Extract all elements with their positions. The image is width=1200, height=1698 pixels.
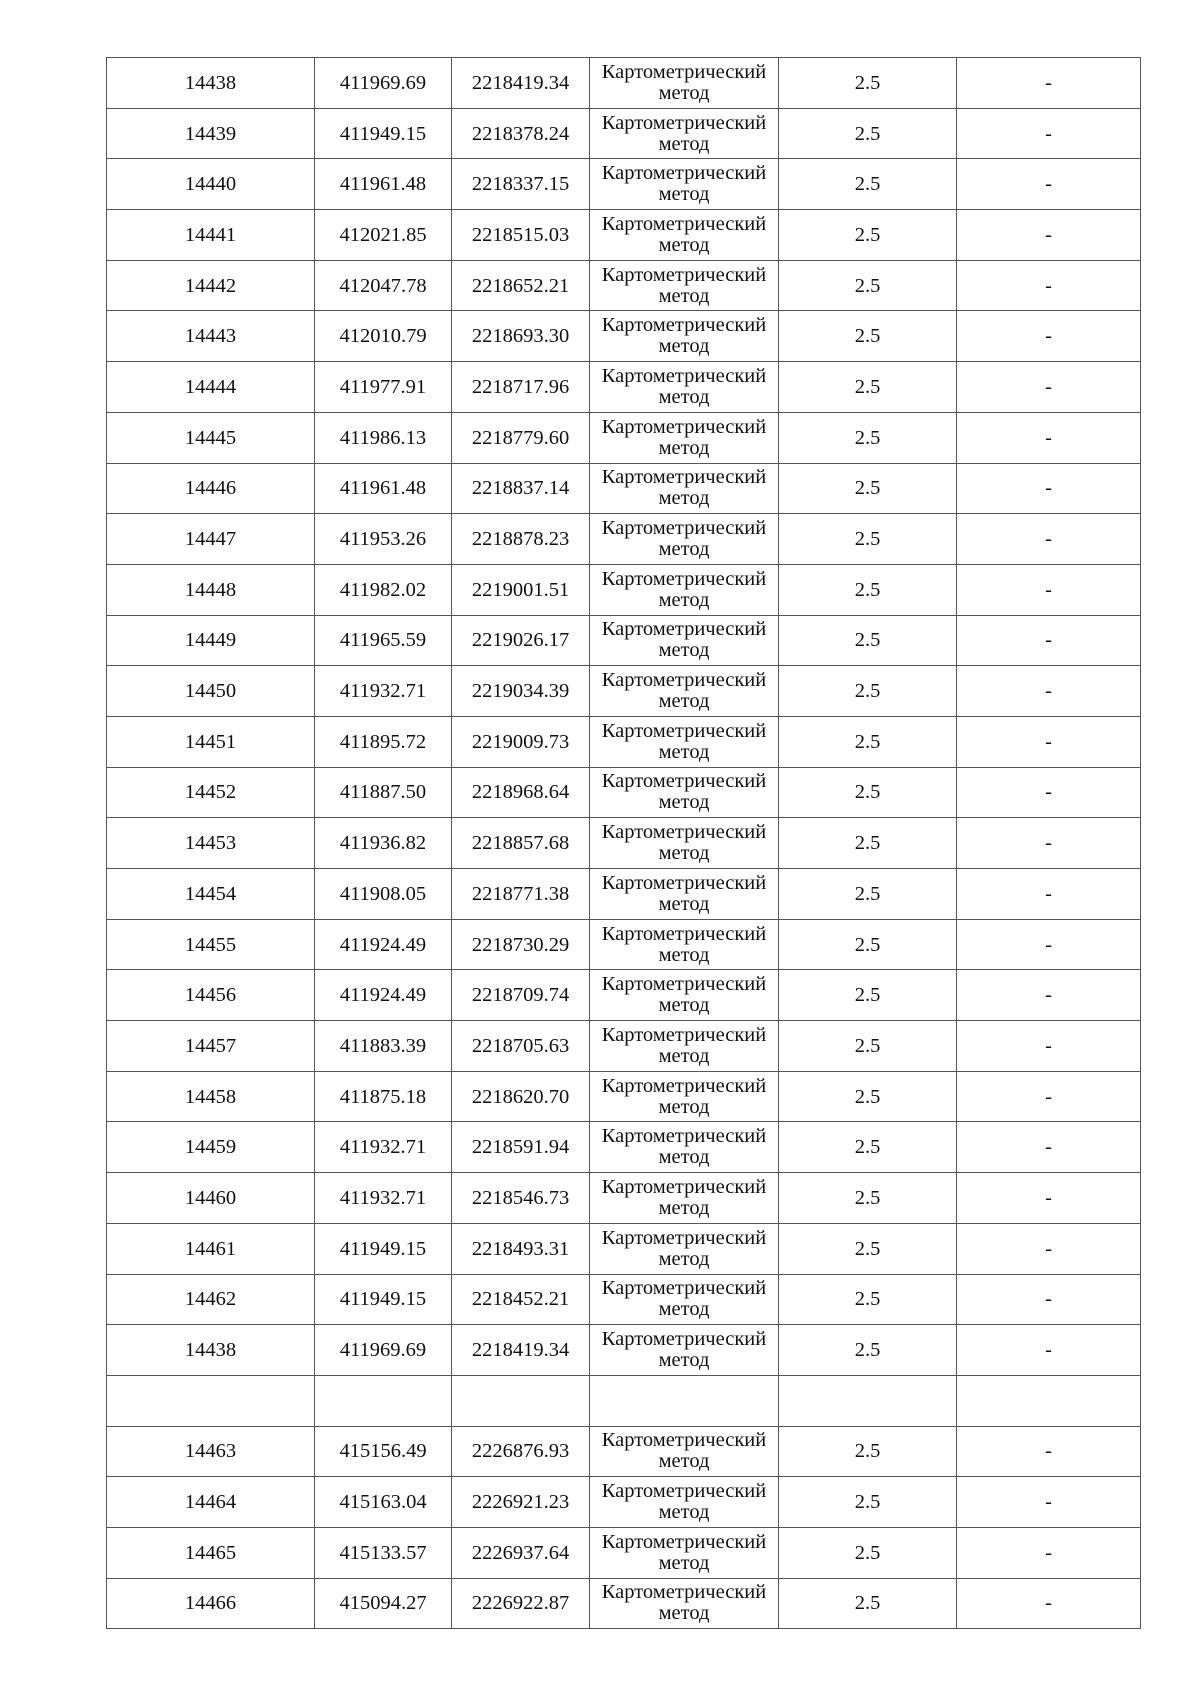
accuracy-cell: 2.5 — [779, 311, 957, 362]
method-label-line1: Картометрический — [601, 162, 767, 185]
method-label-line2: метод — [658, 1146, 710, 1169]
method-cell — [590, 108, 779, 159]
accuracy-cell: 2.5 — [779, 412, 957, 463]
method-label-line2: метод — [658, 994, 710, 1017]
accuracy-cell: 2.5 — [779, 362, 957, 413]
point-number-cell: 14454 — [107, 869, 315, 920]
method-cell — [590, 159, 779, 210]
x-coordinate-cell: 411969.69 — [315, 1325, 452, 1376]
note-cell: - — [957, 1122, 1141, 1173]
method-label-line1: Картометрический — [601, 263, 767, 286]
method-label-line1: Картометрический — [601, 567, 767, 590]
table-row — [107, 108, 1141, 159]
point-number-cell: 14449 — [107, 615, 315, 666]
note-cell: - — [957, 159, 1141, 210]
x-coordinate-cell: 412010.79 — [315, 311, 452, 362]
point-number-cell: 14445 — [107, 412, 315, 463]
method-cell — [590, 58, 779, 109]
table-row — [107, 818, 1141, 869]
method-label-line1: Картометрический — [601, 618, 767, 641]
method-cell — [590, 1071, 779, 1122]
y-coordinate-cell: 2218493.31 — [452, 1223, 590, 1274]
point-number-cell: 14448 — [107, 564, 315, 615]
table-row — [107, 716, 1141, 767]
x-coordinate-cell: 415094.27 — [315, 1578, 452, 1629]
method-cell — [590, 1173, 779, 1224]
accuracy-cell: 2.5 — [779, 58, 957, 109]
note-cell: - — [957, 716, 1141, 767]
method-label-line2: метод — [658, 132, 710, 155]
method-label-line2: метод — [658, 588, 710, 611]
x-coordinate-cell: 412021.85 — [315, 210, 452, 261]
y-coordinate-cell: 2218546.73 — [452, 1173, 590, 1224]
point-number-cell: 14465 — [107, 1527, 315, 1578]
note-cell: - — [957, 412, 1141, 463]
method-cell — [590, 260, 779, 311]
table-row — [107, 615, 1141, 666]
method-label-line1: Картометрический — [601, 1125, 767, 1148]
method-label-line1: Картометрический — [601, 973, 767, 996]
table-row — [107, 666, 1141, 717]
accuracy-cell — [779, 1375, 957, 1426]
table-row — [107, 1274, 1141, 1325]
method-label-line1: Картометрический — [601, 719, 767, 742]
accuracy-cell: 2.5 — [779, 970, 957, 1021]
y-coordinate-cell: 2218591.94 — [452, 1122, 590, 1173]
x-coordinate-cell: 411969.69 — [315, 58, 452, 109]
x-coordinate-cell: 411961.48 — [315, 463, 452, 514]
accuracy-cell: 2.5 — [779, 1426, 957, 1477]
table-row — [107, 1426, 1141, 1477]
point-number-cell: 14462 — [107, 1274, 315, 1325]
point-number-cell: 14459 — [107, 1122, 315, 1173]
note-cell: - — [957, 463, 1141, 514]
note-cell: - — [957, 1021, 1141, 1072]
method-cell — [590, 1223, 779, 1274]
method-cell — [590, 1325, 779, 1376]
method-label-line1: Картометрический — [601, 60, 767, 83]
point-number-cell: 14460 — [107, 1173, 315, 1224]
point-number-cell: 14453 — [107, 818, 315, 869]
x-coordinate-cell: 411932.71 — [315, 666, 452, 717]
method-label-line2: метод — [658, 1551, 710, 1574]
method-label-line2: метод — [658, 690, 710, 713]
y-coordinate-cell: 2219026.17 — [452, 615, 590, 666]
note-cell: - — [957, 1274, 1141, 1325]
method-label-line1: Картометрический — [601, 871, 767, 894]
note-cell: - — [957, 1071, 1141, 1122]
point-number-cell: 14439 — [107, 108, 315, 159]
table-row — [107, 412, 1141, 463]
point-number-cell: 14464 — [107, 1477, 315, 1528]
y-coordinate-cell: 2218857.68 — [452, 818, 590, 869]
table-row — [107, 1122, 1141, 1173]
table-body — [107, 58, 1141, 1629]
table-row — [107, 1527, 1141, 1578]
method-label-line2: метод — [658, 335, 710, 358]
x-coordinate-cell: 411949.15 — [315, 108, 452, 159]
x-coordinate-cell: 411953.26 — [315, 514, 452, 565]
x-coordinate-cell: 411965.59 — [315, 615, 452, 666]
note-cell: - — [957, 1426, 1141, 1477]
method-label-line1: Картометрический — [601, 1530, 767, 1553]
table-row — [107, 1173, 1141, 1224]
x-coordinate-cell: 411949.15 — [315, 1274, 452, 1325]
note-cell: - — [957, 564, 1141, 615]
table-row — [107, 463, 1141, 514]
method-label-line2: метод — [658, 436, 710, 459]
method-label-line2: метод — [658, 1501, 710, 1524]
accuracy-cell: 2.5 — [779, 210, 957, 261]
method-label-line2: метод — [658, 842, 710, 865]
method-cell — [590, 412, 779, 463]
y-coordinate-cell: 2218878.23 — [452, 514, 590, 565]
x-coordinate-cell: 411986.13 — [315, 412, 452, 463]
table-row — [107, 1071, 1141, 1122]
note-cell: - — [957, 1223, 1141, 1274]
point-number-cell: 14442 — [107, 260, 315, 311]
method-cell — [590, 1274, 779, 1325]
table-row — [107, 1477, 1141, 1528]
method-label-line1: Картометрический — [601, 314, 767, 337]
method-cell — [590, 463, 779, 514]
accuracy-cell: 2.5 — [779, 716, 957, 767]
y-coordinate-cell — [452, 1375, 590, 1426]
x-coordinate-cell: 415133.57 — [315, 1527, 452, 1578]
table-row — [107, 260, 1141, 311]
point-number-cell: 14463 — [107, 1426, 315, 1477]
note-cell: - — [957, 1173, 1141, 1224]
x-coordinate-cell: 411924.49 — [315, 970, 452, 1021]
y-coordinate-cell: 2218419.34 — [452, 58, 590, 109]
y-coordinate-cell: 2219034.39 — [452, 666, 590, 717]
method-cell — [590, 767, 779, 818]
x-coordinate-cell: 412047.78 — [315, 260, 452, 311]
y-coordinate-cell: 2219009.73 — [452, 716, 590, 767]
method-label-line2: метод — [658, 1349, 710, 1372]
accuracy-cell: 2.5 — [779, 564, 957, 615]
accuracy-cell: 2.5 — [779, 615, 957, 666]
accuracy-cell: 2.5 — [779, 1477, 957, 1528]
y-coordinate-cell: 2218652.21 — [452, 260, 590, 311]
method-cell — [590, 970, 779, 1021]
method-label-line1: Картометрический — [601, 1581, 767, 1604]
accuracy-cell: 2.5 — [779, 1122, 957, 1173]
method-label-line1: Картометрический — [601, 111, 767, 134]
point-number-cell: 14450 — [107, 666, 315, 717]
table-row — [107, 767, 1141, 818]
table-row — [107, 362, 1141, 413]
point-number-cell: 14443 — [107, 311, 315, 362]
point-number-cell: 14452 — [107, 767, 315, 818]
x-coordinate-cell — [315, 1375, 452, 1426]
point-number-cell: 14444 — [107, 362, 315, 413]
point-number-cell: 14438 — [107, 1325, 315, 1376]
method-label-line2: метод — [658, 1044, 710, 1067]
accuracy-cell: 2.5 — [779, 1325, 957, 1376]
method-label-line1: Картометрический — [601, 415, 767, 438]
method-label-line2: метод — [658, 538, 710, 561]
x-coordinate-cell: 411895.72 — [315, 716, 452, 767]
method-label-line2: метод — [658, 1247, 710, 1270]
x-coordinate-cell: 411982.02 — [315, 564, 452, 615]
x-coordinate-cell: 411949.15 — [315, 1223, 452, 1274]
x-coordinate-cell: 411936.82 — [315, 818, 452, 869]
point-number-cell: 14441 — [107, 210, 315, 261]
point-number-cell: 14461 — [107, 1223, 315, 1274]
note-cell: - — [957, 514, 1141, 565]
y-coordinate-cell: 2226937.64 — [452, 1527, 590, 1578]
note-cell: - — [957, 869, 1141, 920]
x-coordinate-cell: 411875.18 — [315, 1071, 452, 1122]
method-label-line1: Картометрический — [601, 922, 767, 945]
point-number-cell — [107, 1375, 315, 1426]
method-cell — [590, 362, 779, 413]
method-cell — [590, 869, 779, 920]
accuracy-cell: 2.5 — [779, 1274, 957, 1325]
x-coordinate-cell: 415163.04 — [315, 1477, 452, 1528]
accuracy-cell: 2.5 — [779, 1173, 957, 1224]
x-coordinate-cell: 411908.05 — [315, 869, 452, 920]
x-coordinate-cell: 411977.91 — [315, 362, 452, 413]
y-coordinate-cell: 2226922.87 — [452, 1578, 590, 1629]
note-cell: - — [957, 1477, 1141, 1528]
method-label-line2: метод — [658, 1298, 710, 1321]
method-label-line1: Картометрический — [601, 1226, 767, 1249]
y-coordinate-cell: 2218709.74 — [452, 970, 590, 1021]
method-label-line2: метод — [658, 740, 710, 763]
method-label-line2: метод — [658, 284, 710, 307]
point-number-cell: 14456 — [107, 970, 315, 1021]
method-label-line1: Картометрический — [601, 1023, 767, 1046]
note-cell — [957, 1375, 1141, 1426]
table-row — [107, 1223, 1141, 1274]
accuracy-cell: 2.5 — [779, 767, 957, 818]
method-label-line2: метод — [658, 791, 710, 814]
table-row — [107, 1021, 1141, 1072]
accuracy-cell: 2.5 — [779, 1021, 957, 1072]
point-number-cell: 14438 — [107, 58, 315, 109]
method-label-line2: метод — [658, 487, 710, 510]
accuracy-cell: 2.5 — [779, 463, 957, 514]
method-label-line1: Картометрический — [601, 466, 767, 489]
note-cell: - — [957, 1527, 1141, 1578]
accuracy-cell: 2.5 — [779, 1223, 957, 1274]
method-cell — [590, 514, 779, 565]
method-cell — [590, 311, 779, 362]
note-cell: - — [957, 666, 1141, 717]
table-row — [107, 1578, 1141, 1629]
method-cell — [590, 716, 779, 767]
y-coordinate-cell: 2218705.63 — [452, 1021, 590, 1072]
method-cell — [590, 1426, 779, 1477]
point-number-cell: 14446 — [107, 463, 315, 514]
method-label-line1: Картометрический — [601, 1277, 767, 1300]
point-number-cell: 14451 — [107, 716, 315, 767]
method-label-line2: метод — [658, 81, 710, 104]
method-label-line2: метод — [658, 233, 710, 256]
y-coordinate-cell: 2218337.15 — [452, 159, 590, 210]
method-label-line2: метод — [658, 385, 710, 408]
y-coordinate-cell: 2218717.96 — [452, 362, 590, 413]
accuracy-cell: 2.5 — [779, 869, 957, 920]
y-coordinate-cell: 2218837.14 — [452, 463, 590, 514]
method-label-line1: Картометрический — [601, 1074, 767, 1097]
accuracy-cell: 2.5 — [779, 108, 957, 159]
note-cell: - — [957, 1578, 1141, 1629]
method-cell — [590, 1527, 779, 1578]
point-number-cell: 14466 — [107, 1578, 315, 1629]
method-label-line2: метод — [658, 1196, 710, 1219]
method-cell — [590, 818, 779, 869]
note-cell: - — [957, 818, 1141, 869]
table-row — [107, 58, 1141, 109]
table-row — [107, 311, 1141, 362]
point-number-cell: 14455 — [107, 919, 315, 970]
y-coordinate-cell: 2218515.03 — [452, 210, 590, 261]
method-label-line2: метод — [658, 1450, 710, 1473]
x-coordinate-cell: 411961.48 — [315, 159, 452, 210]
x-coordinate-cell: 415156.49 — [315, 1426, 452, 1477]
y-coordinate-cell: 2219001.51 — [452, 564, 590, 615]
y-coordinate-cell: 2218771.38 — [452, 869, 590, 920]
accuracy-cell: 2.5 — [779, 1527, 957, 1578]
method-cell — [590, 1578, 779, 1629]
table-row — [107, 919, 1141, 970]
method-label-line1: Картометрический — [601, 1328, 767, 1351]
note-cell: - — [957, 362, 1141, 413]
table-row — [107, 869, 1141, 920]
method-label-line1: Картометрический — [601, 669, 767, 692]
accuracy-cell: 2.5 — [779, 260, 957, 311]
accuracy-cell: 2.5 — [779, 159, 957, 210]
table-row — [107, 970, 1141, 1021]
x-coordinate-cell: 411883.39 — [315, 1021, 452, 1072]
table-row — [107, 1375, 1141, 1426]
accuracy-cell: 2.5 — [779, 818, 957, 869]
coordinates-table — [106, 57, 1141, 1629]
x-coordinate-cell: 411924.49 — [315, 919, 452, 970]
method-cell — [590, 210, 779, 261]
y-coordinate-cell: 2226921.23 — [452, 1477, 590, 1528]
y-coordinate-cell: 2218968.64 — [452, 767, 590, 818]
accuracy-cell: 2.5 — [779, 514, 957, 565]
table-row — [107, 210, 1141, 261]
accuracy-cell: 2.5 — [779, 1578, 957, 1629]
method-label-line2: метод — [658, 892, 710, 915]
note-cell: - — [957, 1325, 1141, 1376]
y-coordinate-cell: 2226876.93 — [452, 1426, 590, 1477]
y-coordinate-cell: 2218452.21 — [452, 1274, 590, 1325]
method-cell — [590, 1021, 779, 1072]
y-coordinate-cell: 2218693.30 — [452, 311, 590, 362]
note-cell: - — [957, 767, 1141, 818]
note-cell: - — [957, 108, 1141, 159]
method-cell — [590, 1122, 779, 1173]
method-cell — [590, 666, 779, 717]
table-row — [107, 159, 1141, 210]
y-coordinate-cell: 2218378.24 — [452, 108, 590, 159]
method-label-line2: метод — [658, 639, 710, 662]
method-label-line1: Картометрический — [601, 1480, 767, 1503]
accuracy-cell: 2.5 — [779, 1071, 957, 1122]
table-row — [107, 564, 1141, 615]
method-label-line2: метод — [658, 183, 710, 206]
method-label-line1: Картометрический — [601, 1175, 767, 1198]
method-cell — [590, 564, 779, 615]
x-coordinate-cell: 411887.50 — [315, 767, 452, 818]
y-coordinate-cell: 2218620.70 — [452, 1071, 590, 1122]
method-label-line1: Картометрический — [601, 364, 767, 387]
method-cell — [590, 1375, 779, 1426]
note-cell: - — [957, 615, 1141, 666]
method-label-line1: Картометрический — [601, 821, 767, 844]
note-cell: - — [957, 919, 1141, 970]
method-label-line2: метод — [658, 943, 710, 966]
note-cell: - — [957, 210, 1141, 261]
method-cell — [590, 615, 779, 666]
y-coordinate-cell: 2218730.29 — [452, 919, 590, 970]
table-row — [107, 514, 1141, 565]
accuracy-cell: 2.5 — [779, 919, 957, 970]
y-coordinate-cell: 2218779.60 — [452, 412, 590, 463]
y-coordinate-cell: 2218419.34 — [452, 1325, 590, 1376]
note-cell: - — [957, 58, 1141, 109]
x-coordinate-cell: 411932.71 — [315, 1122, 452, 1173]
method-label-line1: Картометрический — [601, 212, 767, 235]
note-cell: - — [957, 311, 1141, 362]
note-cell: - — [957, 970, 1141, 1021]
x-coordinate-cell: 411932.71 — [315, 1173, 452, 1224]
method-cell — [590, 919, 779, 970]
point-number-cell: 14457 — [107, 1021, 315, 1072]
method-label-line2: метод — [658, 1602, 710, 1625]
method-label-line1: Картометрический — [601, 517, 767, 540]
table-row — [107, 1325, 1141, 1376]
accuracy-cell: 2.5 — [779, 666, 957, 717]
point-number-cell: 14458 — [107, 1071, 315, 1122]
method-label-line1: Картометрический — [601, 770, 767, 793]
point-number-cell: 14447 — [107, 514, 315, 565]
method-cell — [590, 1477, 779, 1528]
note-cell: - — [957, 260, 1141, 311]
method-label-line2: метод — [658, 1095, 710, 1118]
method-label-line1: Картометрический — [601, 1429, 767, 1452]
point-number-cell: 14440 — [107, 159, 315, 210]
